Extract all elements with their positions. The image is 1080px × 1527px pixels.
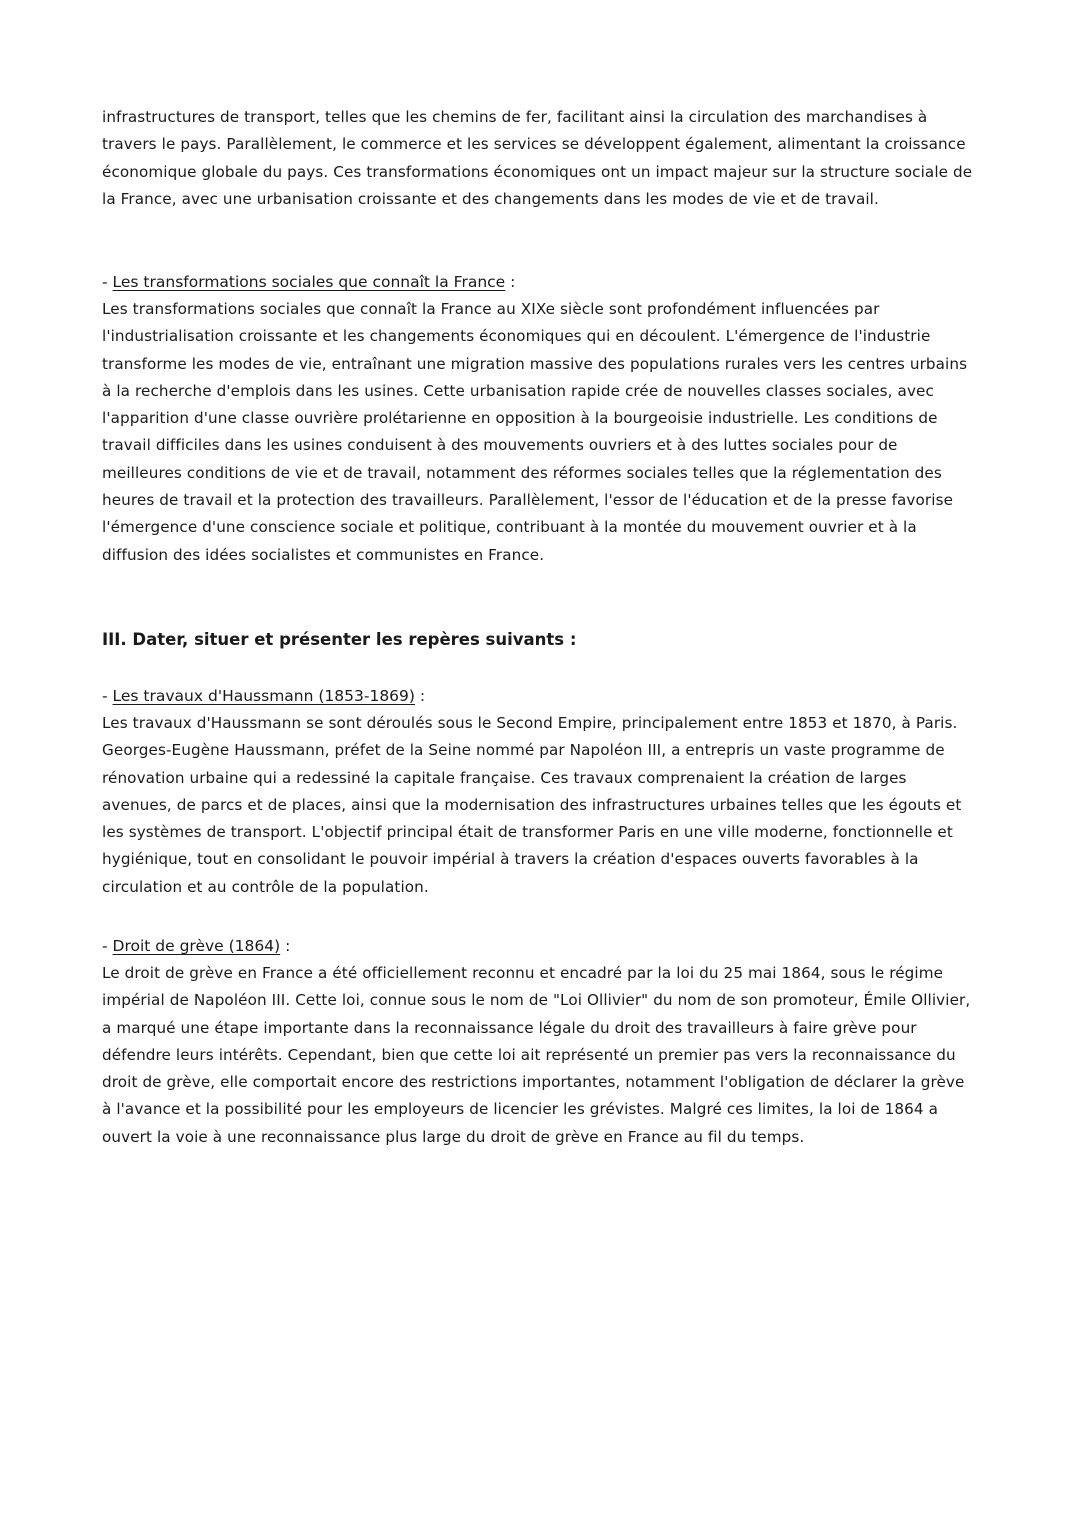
social-subheading: [102, 269, 976, 296]
haussmann-heading-suffix: :: [414, 687, 426, 705]
haussmann-heading-text: Les travaux d'Haussmann (1853-1869): [112, 687, 415, 705]
greve-subheading: [102, 933, 976, 960]
greve-dash: -: [102, 937, 113, 955]
social-heading-text: Les transformations sociales que connaît la France: [112, 273, 506, 291]
social-paragraph: Les transformations sociales que connaît la France au XIXe siècle sont profondément influencées par l'industrialisation croissante et les changements économiques qui en découlent. L'émergence de l'industrie transforme les modes de vie, entraînant une migration massive des populations rurales vers les centres urbains à la recherche d'emplois dans les usines. Cette urbanisation rapide crée de nouvelles classes sociales, avec l'apparition d'une classe ouvrière prolétarienne en opposition à la bourgeoisie industrielle. Les conditions de travail difficiles dans les usines conduisent à des mouvements ouvriers et à des luttes sociales pour de meilleures conditions de vie et de travail, notamment des réformes sociales telles que la réglementation des heures de travail et la protection des travailleurs. Parallèlement, l'essor de l'éducation et de la presse favorise l'émergence d'une conscience sociale et politique, contribuant à la montée du mouvement ouvrier et à la diffusion des idées socialistes et communistes en France.: [102, 300, 968, 564]
intro-paragraph: infrastructures de transport, telles que les chemins de fer, facilitant ainsi la circulation des marchandises à travers le pays. Parallèlement, le commerce et les services se développent également, alimentant la croissance économique globale du pays. Ces transformations économiques ont un impact majeur sur la structure sociale de la France, avec une urbanisation croissante et des changements dans les modes de vie et de travail.: [102, 108, 973, 208]
section-3-title: III. Dater, situer et présenter les repères suivants :: [102, 630, 577, 649]
haussmann-subheading: [102, 683, 976, 710]
haussmann-paragraph: Les travaux d'Haussmann se sont déroulés sous le Second Empire, principalement entre 1853 et 1870, à Paris. Georges-Eugène Haussmann, préfet de la Seine nommé par Napoléon III, a entrepris un vaste programme de rénovation urbaine qui a redessiné la capitale française. Ces travaux comprenaient la création de larges avenues, de parcs et de places, ainsi que la modernisation des infrastructures urbaines telles que les égouts et les systèmes de transport. L'objectif principal était de transformer Paris en une ville moderne, fonctionnelle et hygiénique, tout en consolidant le pouvoir impérial à travers la création d'espaces ouverts favorables à la circulation et au contrôle de la population.: [102, 714, 962, 896]
haussmann-dash: -: [102, 687, 113, 705]
social-heading-suffix: :: [505, 273, 516, 291]
social-dash: -: [102, 273, 113, 291]
greve-paragraph: Le droit de grève en France a été officiellement reconnu et encadré par la loi du 25 mai 1864, sous le régime impérial de Napoléon III. Cette loi, connue sous le nom de "Loi Ollivier" du nom de son promoteur, Émile Ollivier, a marqué une étape importante dans la reconnaissance légale du droit des travailleurs à faire grève pour défendre leurs intérêts. Cependant, bien que cette loi ait représenté un premier pas vers la reconnaissance du droit de grève, elle comportait encore des restrictions importantes, notamment l'obligation de déclarer la grève à l'avance et la possibilité pour les employeurs de licencier les grévistes. Malgré ces limites, la loi de 1864 a ouvert la voie à une reconnaissance plus large du droit de grève en France au fil du temps.: [102, 964, 971, 1146]
greve-heading-suffix: :: [280, 937, 291, 955]
greve-heading-text: Droit de grève (1864): [112, 937, 281, 955]
